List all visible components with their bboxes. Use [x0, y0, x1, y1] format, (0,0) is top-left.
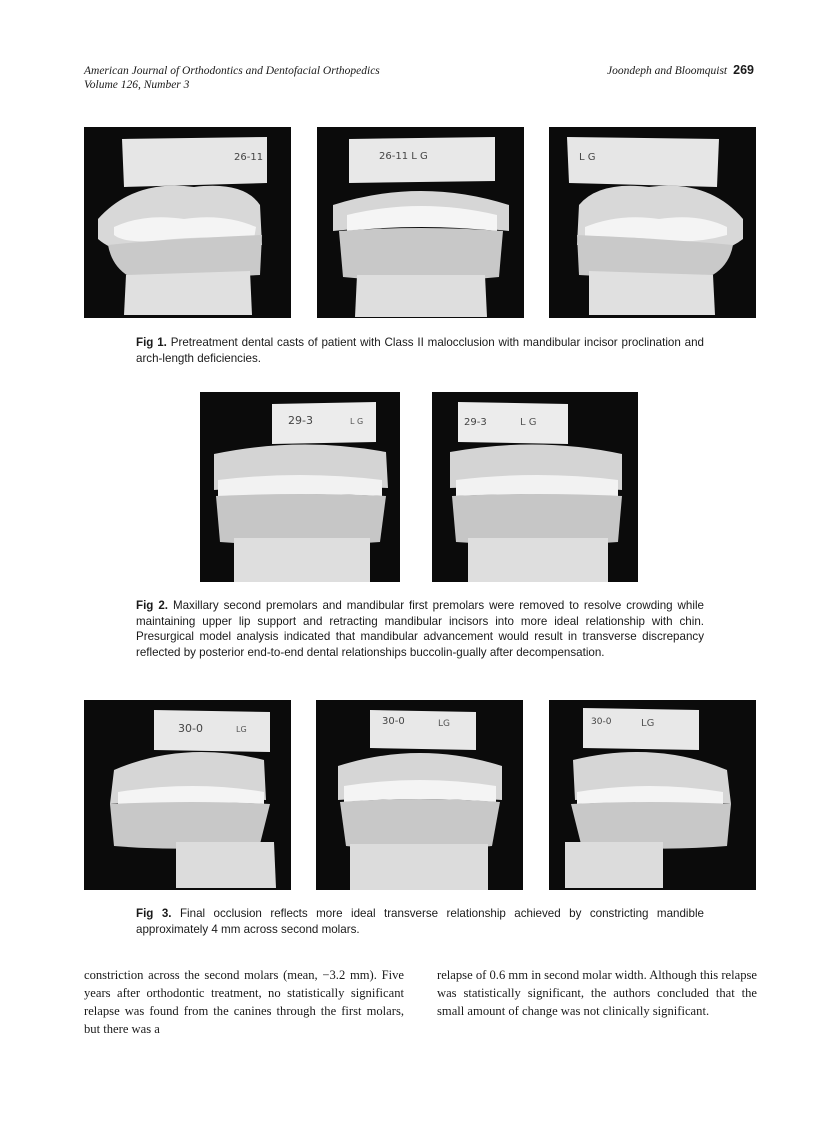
fig2a-tag: 29-3	[288, 414, 313, 427]
author-names: Joondeph and Bloomquist	[607, 65, 728, 77]
fig2b-tag2: L G	[520, 417, 537, 428]
fig1-photo-frontal	[317, 127, 524, 318]
fig1b-tag: 26-11 L G	[379, 151, 428, 162]
journal-title: American Journal of Orthodontics and Dentofacial Orthopedics	[84, 65, 380, 77]
page-number: 269	[733, 63, 754, 77]
fig1-photo-left-lateral	[549, 127, 756, 318]
fig2-photo-left-oblique	[432, 392, 638, 582]
fig1-caption-text: Pretreatment dental casts of patient with Class II malocclusion with mandibular incisor proclination and arch-length deficiencies.	[136, 336, 704, 365]
fig2-caption-text: Maxillary second premolars and mandibular first premolars were removed to resolve crowding while maintaining upper lip support and retracting mandibular incisors into more ideal relationship with chin. Presurgical model analysis indicated that mandibular advancement would result in transverse discrepancy reflected by posterior end-to-end dental relationships buccolin-gually after decompensation.	[136, 599, 704, 659]
fig2-caption	[136, 598, 704, 660]
fig3-caption-text: Final occlusion reflects more ideal transverse relationship achieved by constricting mandible approximately 4 mm across second molars.	[136, 907, 704, 936]
fig3b-tag2: LG	[438, 719, 450, 729]
fig3-caption	[136, 906, 704, 937]
fig2a-tag2: L G	[350, 417, 364, 426]
fig3c-tag2: LG	[641, 718, 655, 729]
fig1-label: Fig 1.	[136, 336, 167, 349]
fig3-label: Fig 3.	[136, 907, 172, 920]
fig3a-tag: 30-0	[178, 722, 203, 735]
volume-issue: Volume 126, Number 3	[84, 79, 190, 91]
fig2-photo-right-oblique	[200, 392, 400, 582]
fig1a-tag: 26-11	[234, 152, 264, 163]
fig3a-tag2: LG	[236, 725, 247, 734]
body-column-left: constriction across the second molars (mean, −3.2 mm). Five years after orthodontic treatment, no statistically significant relapse was found from the canines through the first molars, but there was a	[84, 968, 404, 1036]
fig3-photo-right-oblique	[84, 700, 291, 890]
fig3-photo-left-oblique	[549, 700, 756, 890]
fig1-caption	[136, 335, 704, 366]
running-header-right	[607, 63, 754, 77]
fig1-photo-right-lateral	[84, 127, 291, 318]
running-header-left	[84, 64, 380, 92]
fig3-photo-frontal	[316, 700, 523, 890]
fig2-label: Fig 2.	[136, 599, 168, 612]
fig2b-tag: 29-3	[464, 417, 487, 428]
fig3c-tag: 30-0	[591, 717, 612, 727]
fig1c-tag: L G	[579, 152, 596, 163]
body-column-right: relapse of 0.6 mm in second molar width. Although this relapse was statistically significant, the authors concluded that the small amount of change was not clinically significant.	[437, 968, 757, 1018]
fig3b-tag: 30-0	[382, 716, 405, 727]
